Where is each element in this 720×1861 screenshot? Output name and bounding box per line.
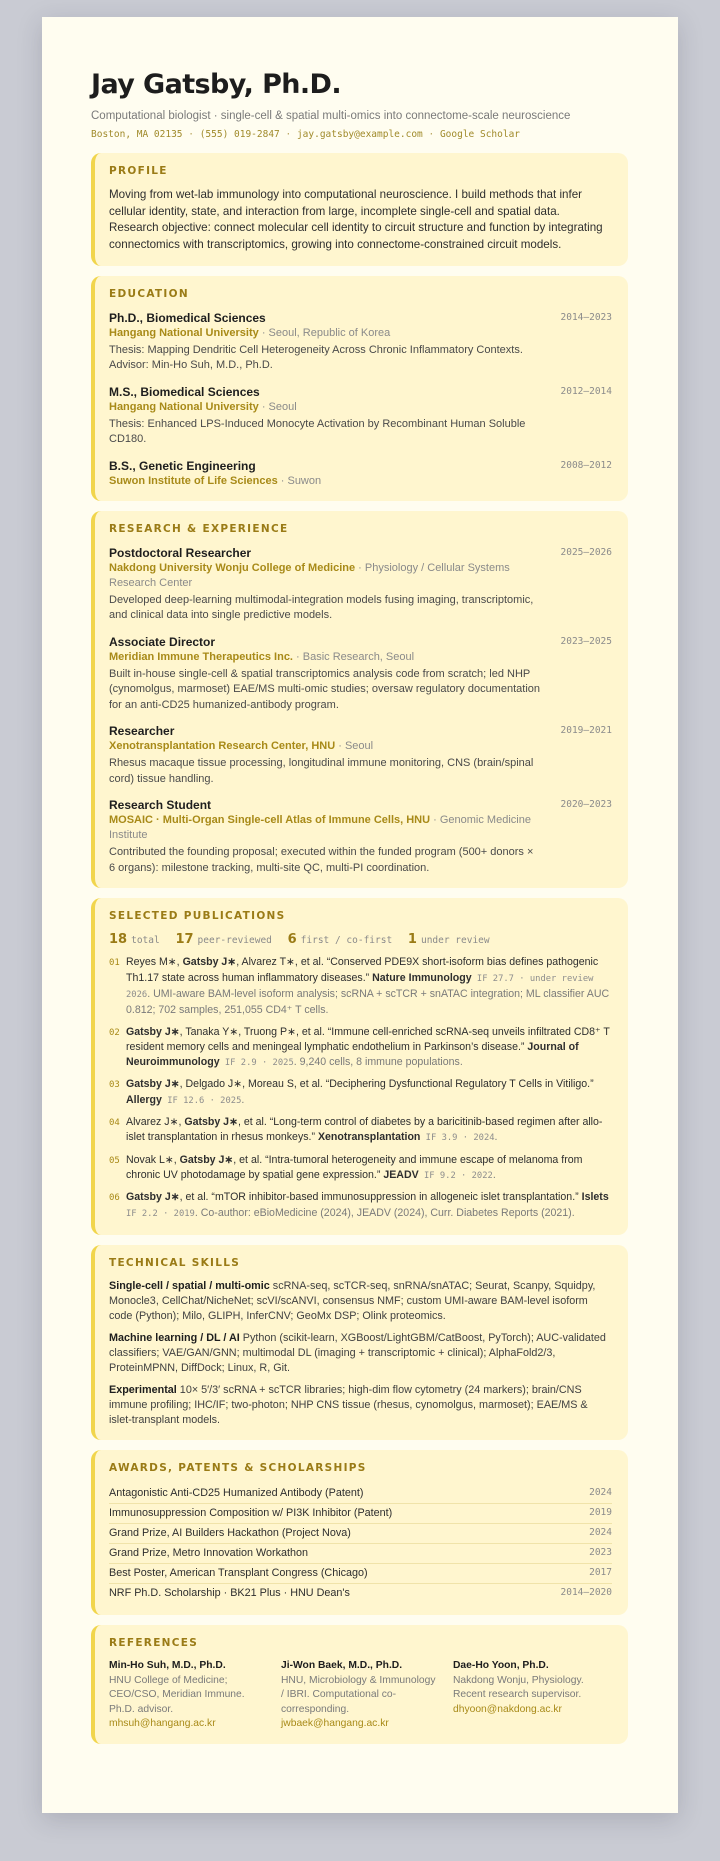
section-title: AWARDS, PATENTS & SCHOLARSHIPS	[109, 1462, 367, 1475]
author-highlight: Gatsby J∗	[182, 956, 237, 969]
department: · Seoul	[335, 740, 374, 753]
award-name: Best Poster, American Transplant Congress (Chicago)	[109, 1567, 368, 1580]
publication-number: 05	[109, 1155, 120, 1166]
journal-meta: IF 3.9 · 2024	[420, 1133, 495, 1144]
award-name: NRF Ph.D. Scholarship · BK21 Plus · HNU Dean's	[109, 1587, 350, 1600]
description: Thesis: Enhanced LPS-Induced Monocyte Activation by Recombinant Human Soluble CD180.	[109, 417, 526, 446]
profile-section	[91, 153, 628, 266]
contact-address: Boston, MA 02135	[91, 129, 183, 140]
publication-note: . UMI-aware BAM-level isoform analysis; scRNA + scTCR + snATAC integration; ML classifier AUC 0.812; 702 samples, 251,055 CD4⁺ T cells.	[126, 987, 610, 1017]
authors-title: , Delgado J∗, Moreau S, et al. “Deciphering Dysfunctional Regulatory T Cells in Vitiligo.”	[179, 1078, 594, 1091]
organization: Meridian Immune Therapeutics Inc.	[109, 650, 293, 663]
dates: 2023–2025	[560, 635, 612, 647]
journal: Xenotransplantation	[317, 1131, 421, 1144]
stat-under-review	[407, 932, 490, 948]
award-year: 2014–2020	[560, 1587, 612, 1599]
publication-item	[109, 1077, 612, 1109]
reference-name: Min-Ho Suh, M.D., Ph.D.	[109, 1660, 226, 1672]
skill-group	[109, 1383, 612, 1429]
author-highlight: Gatsby J∗	[179, 1153, 234, 1166]
award-year: 2017	[589, 1567, 612, 1579]
journal: Allergy	[126, 1093, 162, 1106]
description: Developed deep-learning multimodal-integration models fusing imaging, transcriptomic, and clinical data into single predictive models.	[109, 593, 534, 622]
journal-meta: IF 27.7 · under review 2026	[126, 973, 594, 1000]
awards-section	[91, 1450, 628, 1615]
citation	[126, 1077, 612, 1109]
publication-item	[109, 1153, 612, 1185]
journal-meta: IF 12.6 · 2025	[161, 1095, 242, 1106]
citation	[126, 1153, 612, 1185]
experience-entry	[109, 545, 612, 624]
contact-email[interactable]: jay.gatsby@example.com	[296, 129, 423, 140]
role: Associate Director	[109, 634, 216, 649]
institution: Hangang National University	[109, 326, 259, 339]
skill-text: scRNA-seq, scTCR-seq, snRNA/snATAC; Seurat, Scanpy, Squidpy, Monocle3, CellChat/NicheNet; scVI/scANVI, consensus NMF; custom UMI-aware BAM-level isoform code (Python); Milo, GLIPH, InferCNV; GeoMx DSP; Olink proteomics.	[109, 1279, 596, 1323]
author-highlight: Gatsby J∗	[126, 1025, 180, 1038]
education-entry	[109, 458, 612, 489]
education-section	[91, 276, 628, 501]
role: Research Student	[109, 798, 212, 813]
citation	[126, 1025, 612, 1072]
section-title: PROFILE	[109, 165, 168, 177]
google-scholar-link[interactable]: Google Scholar	[439, 129, 521, 140]
organization: MOSAIC · Multi-Organ Single-cell Atlas of Immune Cells, HNU	[109, 814, 431, 827]
skill-label: Single-cell / spatial / multi-omic	[109, 1279, 270, 1292]
citation	[126, 1115, 612, 1147]
authors-before: Alvarez J∗,	[126, 1115, 185, 1128]
award-row	[109, 1504, 612, 1524]
department: · Genomic Medicine Institute	[109, 814, 531, 842]
stat-label: first / co-first	[300, 935, 393, 947]
reference-name: Dae-Ho Yoon, Ph.D.	[453, 1660, 549, 1672]
institution-line	[109, 400, 612, 415]
role: Postdoctoral Researcher	[109, 545, 252, 560]
skills-section	[91, 1245, 628, 1441]
authors-title: , et al. “Long-term control of diabetes by a baricitinib-based regimen after allo-islet transplantation in rhesus monkeys.”	[126, 1115, 603, 1144]
references-grid	[109, 1659, 612, 1732]
publication-item	[109, 1115, 612, 1147]
reference-email[interactable]: mhsuh@hangang.ac.kr	[109, 1718, 216, 1730]
role: Researcher	[109, 724, 175, 739]
description: Contributed the founding proposal; executed within the funded program (500+ donors × 6 organs): milestone tracking, multi-site QC, multi-PI coordination.	[109, 846, 534, 874]
degree: B.S., Genetic Engineering	[109, 458, 256, 473]
publication-number: 06	[109, 1193, 120, 1204]
experience-section	[91, 511, 628, 889]
award-row	[109, 1584, 612, 1603]
skill-group	[109, 1331, 612, 1377]
citation	[126, 955, 612, 1018]
organization: Xenotransplantation Research Center, HNU	[109, 740, 336, 753]
section-title: EDUCATION	[109, 287, 189, 300]
authors-title: , Alvarez T∗, et al. “Conserved PDE9X short-isoform bias defines pathogenic Th1.17 state across human inflammatory diseases.”	[126, 956, 599, 984]
award-name: Antagonistic Anti-CD25 Humanized Antibody (Patent)	[109, 1487, 364, 1500]
publication-stats	[109, 932, 612, 947]
stat-label: total	[131, 935, 160, 947]
education-entry	[109, 310, 612, 374]
award-name: Grand Prize, AI Builders Hackathon (Project Nova)	[109, 1527, 351, 1540]
dates: 2025–2026	[560, 546, 612, 558]
reference-email[interactable]: jwbaek@hangang.ac.kr	[281, 1718, 389, 1730]
description: Rhesus macaque tissue processing, longitudinal immune monitoring, CNS (brain/spinal cord) tissue handling.	[109, 757, 534, 785]
journal: Islets	[581, 1191, 609, 1204]
award-year: 2023	[589, 1547, 612, 1559]
publication-note: . 9,240 cells, 8 immune populations.	[293, 1056, 463, 1069]
award-year: 2024	[589, 1527, 612, 1539]
stat-label: peer-reviewed	[197, 935, 272, 947]
publication-note: .	[492, 1168, 496, 1181]
stat-number: 18	[109, 932, 128, 948]
institution-line	[109, 474, 612, 489]
experience-entry	[109, 797, 612, 876]
reference-description: HNU College of Medicine; CEO/CSO, Meridian Immune. Ph.D. advisor.	[109, 1674, 245, 1715]
experience-entry	[109, 634, 612, 714]
award-name: Immunosuppression Composition w/ PI3K Inhibitor (Patent)	[109, 1507, 393, 1520]
publication-note: .	[241, 1093, 245, 1106]
reference-card	[109, 1659, 268, 1732]
references-section	[91, 1625, 628, 1744]
authors-title: , Tanaka Y∗, Truong P∗, et al. “Immune cell-enriched scRNA-seq unveils infiltrated CD8⁺ T resident memory cells and meningeal lymphatic endothelium in Parkinson’s disease.”	[126, 1025, 610, 1053]
tagline: Computational biologist · single-cell & spatial multi-omics into connectome-scale neuroscience	[91, 110, 571, 122]
dates: 2012–2014	[560, 385, 612, 397]
section-title: SELECTED PUBLICATIONS	[109, 910, 286, 923]
award-year: 2019	[589, 1507, 612, 1519]
profile-text: Moving from wet-lab immunology into computational neuroscience. I build methods that infer cellular identity, state, and interaction from large, incomplete single-cell and spatial data. Research objective: connect molecular cell identity to circuit structure and function by integrating connectomics with transcriptomics, growing into connectome-constrained circuit models.	[109, 188, 603, 252]
journal-meta: IF 2.2 · 2019	[126, 1209, 195, 1220]
stat-total	[109, 932, 160, 948]
award-row	[109, 1524, 612, 1544]
publication-number: 03	[109, 1080, 120, 1091]
publication-number: 02	[109, 1027, 120, 1038]
authors-title: , et al. “Intra-tumoral heterogeneity and immune escape of melanoma from chronic UV photodamage by spatial gene expression.”	[126, 1153, 583, 1181]
publication-item	[109, 1190, 612, 1223]
contact-phone[interactable]: (555) 019-2847	[199, 129, 280, 140]
reference-card	[453, 1659, 612, 1732]
description: Built in-house single-cell & spatial transcriptomics analysis code from scratch; led NHP (cynomolgus, marmoset) EAE/MS multi-omic studies; oversaw regulatory documentation for an anti-CD25 humanized-antibody program.	[109, 667, 540, 711]
institution-line	[109, 326, 612, 341]
location: · Seoul, Republic of Korea	[258, 326, 391, 339]
description: Thesis: Mapping Dendritic Cell Heterogeneity Across Chronic Inflammatory Contexts. Advisor: Min-Ho Suh, M.D., Ph.D.	[109, 343, 523, 372]
publications-section	[91, 898, 628, 1234]
department: · Basic Research, Seoul	[293, 650, 415, 663]
award-name: Grand Prize, Metro Innovation Workathon	[109, 1547, 309, 1560]
skill-group	[109, 1279, 612, 1325]
citation	[126, 1190, 612, 1223]
experience-entry	[109, 723, 612, 787]
award-year: 2024	[589, 1487, 612, 1499]
reference-name: Ji-Won Baek, M.D., Ph.D.	[281, 1660, 403, 1672]
stat-number: 17	[175, 932, 194, 948]
skill-label: Experimental	[109, 1383, 177, 1396]
organization-line	[109, 739, 612, 754]
publication-note: .	[494, 1131, 498, 1144]
contact-line: Boston, MA 02135 · (555) 019-2847 · jay.gatsby@example.com · Google Scholar	[91, 129, 521, 140]
skill-text: Python (scikit-learn, XGBoost/LightGBM/CatBoost, PyTorch); AUC-validated classifiers; VAE/GAN/GNN; multimodal DL (imaging + transcriptomic + clinical); AlphaFold2/3, ProteinMPNN, DiffDock; Linux, R, Git.	[109, 1331, 606, 1375]
author-highlight: Gatsby J∗	[126, 1078, 180, 1091]
dates: 2019–2021	[560, 725, 612, 737]
location: · Seoul	[258, 400, 297, 413]
reference-email[interactable]: dhyoon@nakdong.ac.kr	[453, 1703, 562, 1715]
award-row	[109, 1544, 612, 1564]
journal: Journal of Neuroimmunology	[126, 1040, 579, 1069]
dates: 2020–2023	[560, 799, 612, 811]
resume-page	[42, 17, 678, 1813]
publication-number: 01	[109, 958, 120, 969]
journal-meta: IF 2.9 · 2025	[219, 1058, 294, 1069]
organization-line	[109, 650, 612, 665]
institution: Suwon Institute of Life Sciences	[109, 474, 278, 487]
section-title: RESEARCH & EXPERIENCE	[109, 522, 289, 535]
location: · Suwon	[277, 474, 322, 487]
organization-line	[109, 813, 612, 843]
journal: JEADV	[383, 1168, 419, 1181]
publication-note: . Co-author: eBioMedicine (2024), JEADV (2024), Curr. Diabetes Reports (2021).	[194, 1207, 575, 1220]
author-highlight: Gatsby J∗	[126, 1191, 180, 1204]
page-title: Jay Gatsby, Ph.D.	[91, 69, 342, 100]
section-title: REFERENCES	[109, 1637, 199, 1650]
institution: Hangang National University	[109, 400, 259, 413]
award-row	[109, 1564, 612, 1584]
reference-description: HNU, Microbiology & Immunology / IBRI. Computational co-corresponding.	[281, 1674, 436, 1715]
organization: Nakdong University Wonju College of Medicine	[109, 561, 356, 574]
dates: 2008–2012	[560, 459, 612, 471]
award-row	[109, 1484, 612, 1504]
section-title: TECHNICAL SKILLS	[109, 1256, 241, 1269]
degree: M.S., Biomedical Sciences	[109, 384, 260, 399]
dates: 2014–2023	[560, 311, 612, 323]
authors-title: , et al. “mTOR inhibitor-based immunosuppression in allogeneic islet transplantation.”	[179, 1191, 582, 1204]
reference-card	[281, 1659, 440, 1732]
journal-meta: IF 9.2 · 2022	[418, 1170, 493, 1181]
publication-number: 04	[109, 1117, 120, 1128]
journal: Nature Immunology	[372, 971, 472, 984]
organization-line	[109, 561, 612, 591]
authors-before: Novak L∗,	[126, 1153, 180, 1166]
department: · Physiology / Cellular Systems Research Center	[109, 561, 510, 589]
authors-before: Reyes M∗,	[126, 956, 183, 969]
skill-text: 10× 5′/3′ scRNA + scTCR libraries; high-dim flow cytometry (24 markers); brain/CNS immune profiling; IHC/IF; two-photon; NHP CNS tissue (rhesus, cynomolgus, marmoset); EAE/MS & islet-transplant models.	[109, 1383, 588, 1427]
stat-number: 1	[407, 932, 417, 948]
reference-description: Nakdong Wonju, Physiology. Recent research supervisor.	[453, 1674, 584, 1701]
stat-first-author	[287, 932, 393, 948]
skill-label: Machine learning / DL / AI	[109, 1331, 240, 1344]
publication-item	[109, 955, 612, 1018]
stat-label: under review	[420, 935, 490, 947]
stat-number: 6	[287, 932, 297, 948]
publication-item	[109, 1025, 612, 1072]
stat-peer-reviewed	[175, 932, 272, 948]
degree: Ph.D., Biomedical Sciences	[109, 310, 266, 325]
education-entry	[109, 384, 612, 448]
author-highlight: Gatsby J∗	[184, 1115, 238, 1128]
